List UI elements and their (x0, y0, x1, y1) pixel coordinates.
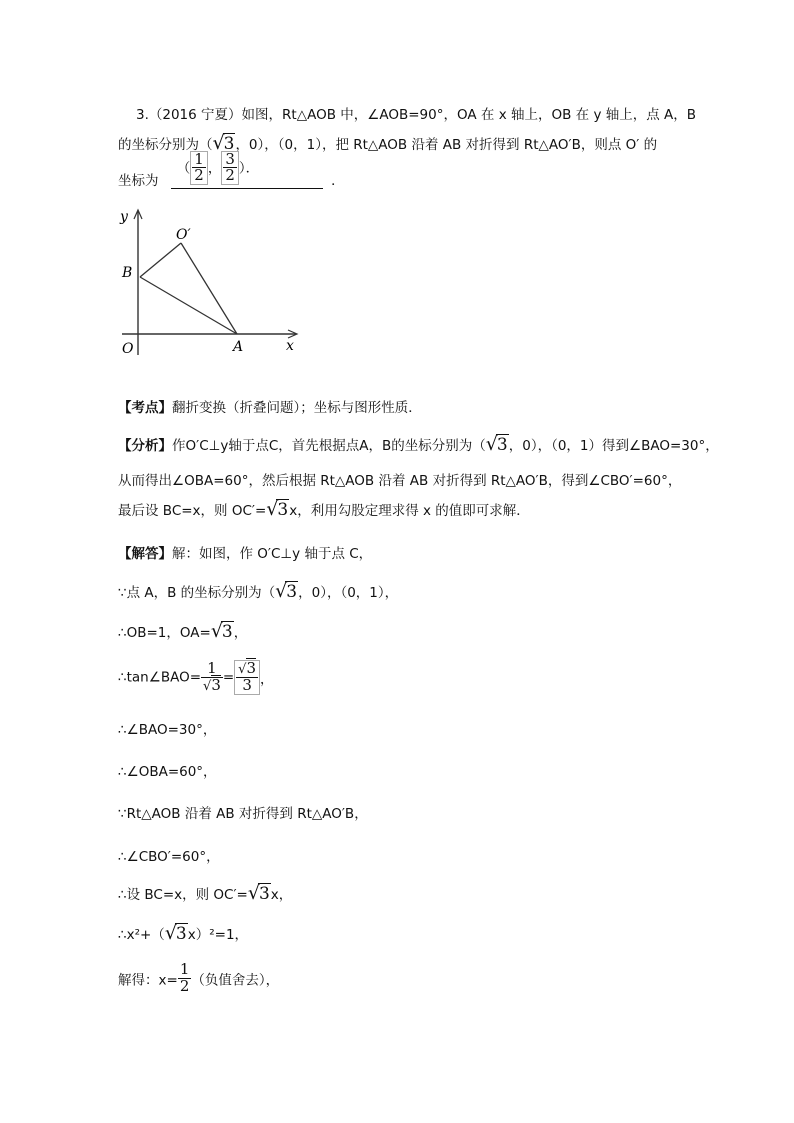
axis-label-y: y (120, 209, 128, 225)
sqrt-expression: √3 (212, 132, 235, 154)
fenxi-text: 作O′C⊥y轴于点C，首先根据点A，B的坐标分别为（ (172, 438, 486, 454)
answer-value: （ $\frac{1}{2}$ ， $\frac{3}{2}$ ）． (176, 149, 260, 185)
fenxi-text: x，利用勾股定理求得 x 的值即可求解． (289, 503, 530, 519)
jieda-line-8: ∴设 BC=x，则 OC′=√3x， (118, 882, 293, 904)
point-label-o: O (122, 341, 134, 357)
answer-fraction-x: $\frac{1}{2}$ (190, 151, 208, 186)
fenxi-text: ，0），（0，1）得到∠BAO=30°， (508, 438, 719, 454)
sqrt-expression: √3 (275, 580, 298, 602)
sqrt-expression: √3 (164, 922, 187, 944)
jieda-line-9: ∴x²+（√3x）²=1， (118, 922, 249, 944)
answer-fraction-y: $\frac{3}{2}$ (221, 151, 239, 186)
sqrt-expression: √3 (247, 882, 270, 904)
point-label-a: A (233, 339, 244, 355)
answer-blank (171, 149, 323, 189)
jieda-line-6: ∵Rt△AOB 沿着 AB 对折得到 Rt△AO′B， (118, 806, 368, 822)
fenxi-tag: 【分析】 (118, 438, 172, 454)
jieda-line-10: 解得：x= $\frac{1}{2}$ （负值舍去）， (118, 960, 280, 995)
jieda-line-4: ∴∠BAO=30°， (118, 722, 217, 738)
kaodian-text: 翻折变换（折叠问题）；坐标与图形性质． (172, 400, 422, 416)
geometry-figure (110, 205, 310, 364)
jieda-line-3: ∴tan∠BAO= $\frac{1}{√3}$ = $\frac{√3}{3}$ ， (118, 659, 274, 694)
point-label-o-prime: O′ (176, 227, 191, 243)
kaodian-line (118, 396, 422, 416)
sqrt-expression: √3 (485, 433, 508, 455)
fraction-1-over-sqrt3: $\frac{1}{√3}$ (203, 659, 221, 694)
point-label-b: B (122, 265, 133, 281)
problem-line-3 (118, 149, 345, 189)
problem-text: 的坐标分别为（ (118, 137, 213, 153)
fenxi-text: 最后设 BC=x，则 OC′= (118, 503, 267, 519)
problem-text: ． (331, 173, 345, 189)
fenxi-line-2: 从而得出∠OBA=60°，然后根据 Rt△AOB 沿着 AB 对折得到 Rt△AO′B，得到∠CBO′=60°， (118, 473, 682, 489)
jieda-line-1: ∵点 A，B 的坐标分别为（√3，0），（0，1）， (118, 580, 399, 602)
jieda-line-2: ∴OB=1，OA=√3， (118, 620, 248, 642)
jieda-line-5: ∴∠OBA=60°， (118, 764, 217, 780)
fenxi-line-1 (118, 433, 719, 455)
axis-label-x: x (286, 338, 294, 354)
sqrt-expression: √3 (266, 498, 289, 520)
problem-text: ，0），（0，1），把 Rt△AOB 沿着 AB 对折得到 Rt△AO′B，则点 O′ 的 (235, 137, 658, 153)
coordinate-diagram (110, 205, 310, 360)
jieda-line-7: ∴∠CBO′=60°， (118, 849, 220, 865)
problem-line-1: 3.（2016 宁夏）如图，Rt△AOB 中，∠AOB=90°，OA 在 x 轴上，OB 在 y 轴上，点 A，B (136, 107, 697, 123)
kaodian-tag: 【考点】 (118, 400, 172, 416)
fenxi-line-3 (118, 498, 530, 520)
jieda-line-0 (118, 542, 372, 562)
fraction-sqrt3-over-3: $\frac{√3}{3}$ (234, 660, 260, 695)
fraction-1-over-2: $\frac{1}{2}$ (179, 960, 190, 995)
jieda-text: 解：如图，作 O′C⊥y 轴于点 C， (172, 546, 373, 562)
jieda-tag: 【解答】 (118, 546, 172, 562)
problem-text: 坐标为 (118, 173, 159, 189)
sqrt-expression: √3 (210, 620, 233, 642)
